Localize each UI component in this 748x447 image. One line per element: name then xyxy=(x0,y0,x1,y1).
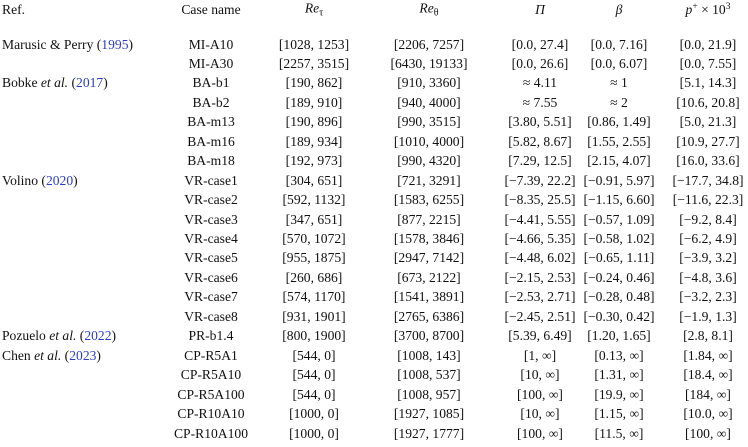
p-plus-cell: [−3.2, 2.3] xyxy=(679,289,737,305)
case-name-cell: VR-case5 xyxy=(184,250,238,266)
re-tau-cell: [189, 934] xyxy=(285,133,343,149)
header-p-plus xyxy=(686,3,731,17)
p-plus-cell: [0.0, 21.9] xyxy=(679,36,737,52)
p-plus-cell: [1.84, ∞] xyxy=(683,347,733,363)
re-theta-cell: [673, 2122] xyxy=(397,270,461,286)
re-theta-cell: [990, 3515] xyxy=(397,114,461,130)
pi-cell: [−4.48, 6.02] xyxy=(504,250,576,266)
p-exp: 3 xyxy=(725,2,731,13)
case-name-cell: MI-A10 xyxy=(188,36,234,52)
reference-author-tail: ( xyxy=(76,328,85,344)
beta-cell: [19.9, ∞] xyxy=(594,386,644,402)
case-name-cell: CP-R10A100 xyxy=(173,425,249,441)
case-name-cell: CP-R10A10 xyxy=(177,406,245,422)
pi-cell: [0.0, 26.6] xyxy=(511,56,569,72)
beta-cell: ≈ 1 xyxy=(610,75,628,91)
pi-cell: [−4.41, 5.55] xyxy=(504,211,576,227)
pi-cell: [1, ∞] xyxy=(523,347,557,363)
beta-cell: [−0.30, 0.42] xyxy=(583,309,655,324)
reference-close-paren: ) xyxy=(96,347,101,363)
re-theta-cell: [6430, 19133] xyxy=(390,56,468,72)
re-theta-cell: [2765, 6386] xyxy=(393,309,465,324)
pi-cell: [7.29, 12.5] xyxy=(508,153,572,169)
reference-author: Volino ( xyxy=(2,172,46,188)
re-tau-cell: [1000, 0] xyxy=(289,425,339,441)
re-theta-cell: [910, 3360] xyxy=(397,75,461,91)
reference-entry xyxy=(2,329,116,343)
case-name-cell: VR-case3 xyxy=(184,211,238,227)
p-plus-cell: [2.8, 8.1] xyxy=(683,328,733,344)
p-plus-cell: [−6.2, 4.9] xyxy=(679,231,737,247)
reference-etal: et al. xyxy=(40,75,69,91)
re-theta-cell: [1008, 957] xyxy=(397,386,461,402)
reference-author: Pozuelo xyxy=(2,328,50,344)
p-plus-cell: [5.1, 14.3] xyxy=(679,75,737,91)
re-tau-cell: [347, 651] xyxy=(285,211,343,227)
header-beta: β xyxy=(615,2,623,18)
pi-cell: [−2.53, 2.71] xyxy=(504,289,576,305)
re-tau-cell: [189, 910] xyxy=(285,95,343,111)
case-name-cell: BA-b1 xyxy=(192,75,230,91)
beta-cell: [1.55, 2.55] xyxy=(587,133,651,149)
pi-cell: [5.82, 8.67] xyxy=(508,133,572,149)
re-tau-cell: [800, 1900] xyxy=(282,328,346,344)
re-tau-cell: [955, 1875] xyxy=(282,250,346,266)
beta-cell: [−0.28, 0.48] xyxy=(583,289,655,305)
re-theta-cell: [2947, 7142] xyxy=(393,250,465,266)
p-plus-cell: [−17.7, 34.8] xyxy=(672,172,744,188)
beta-cell: [11.5, ∞] xyxy=(594,425,644,441)
pi-cell: [0.0, 27.4] xyxy=(511,36,569,52)
case-name-cell: BA-m16 xyxy=(187,133,235,149)
p-plus-cell: [0.0, 7.55] xyxy=(679,56,737,72)
beta-cell: ≈ 2 xyxy=(610,95,628,111)
re-tau-base: Re xyxy=(304,0,320,16)
p-plus-cell: [5.0, 21.3] xyxy=(679,114,737,130)
pi-cell: [−2.45, 2.51] xyxy=(504,309,576,324)
pi-cell: [3.80, 5.51] xyxy=(508,114,572,130)
reference-close-paren: ) xyxy=(111,328,117,344)
beta-cell: [−0.58, 1.02] xyxy=(583,231,655,247)
case-name-cell: BA-m18 xyxy=(187,153,235,169)
p-plus-cell: [18.4, ∞] xyxy=(683,367,733,383)
re-theta-cell: [1008, 537] xyxy=(397,367,461,383)
case-name-cell: CP-R5A100 xyxy=(177,386,245,402)
re-tau-cell: [192, 973] xyxy=(285,153,343,169)
reference-year-link[interactable]: 2023 xyxy=(69,347,97,363)
case-name-cell: VR-case4 xyxy=(184,231,238,247)
p-plus-cell: [−11.6, 22.3] xyxy=(672,192,744,208)
re-theta-cell: [2206, 7257] xyxy=(393,36,465,52)
re-theta-cell: [1583, 6255] xyxy=(393,192,465,208)
re-theta-cell: [1008, 143] xyxy=(397,347,461,363)
p-plus-cell: [10.6, 20.8] xyxy=(676,95,740,111)
re-tau-cell: [592, 1132] xyxy=(282,192,346,208)
reference-close-paren: ) xyxy=(73,172,78,188)
p-plus-cell: [184, ∞] xyxy=(685,386,731,402)
header-ref: Ref. xyxy=(2,2,26,18)
reference-year-link[interactable]: 2022 xyxy=(84,328,112,344)
pi-cell: [100, ∞] xyxy=(517,425,563,441)
reference-author-tail: ( xyxy=(68,75,77,91)
case-name-cell: VR-case7 xyxy=(184,289,238,305)
re-tau-cell: [544, 0] xyxy=(292,367,336,383)
re-tau-cell: [260, 686] xyxy=(285,270,343,286)
pi-cell: ≈ 7.55 xyxy=(522,95,558,111)
case-name-cell: VR-case2 xyxy=(184,192,238,208)
re-tau-cell: [544, 0] xyxy=(292,347,336,363)
reference-close-paren: ) xyxy=(128,36,134,52)
re-tau-cell: [2257, 3515] xyxy=(278,56,350,72)
reference-year-link[interactable]: 2017 xyxy=(76,75,104,91)
re-tau-cell: [1028, 1253] xyxy=(278,36,350,52)
reference-author: Bobke xyxy=(2,75,41,91)
p-base: p xyxy=(685,2,693,18)
case-name-cell: VR-case1 xyxy=(184,172,238,188)
case-name-cell: CP-R5A1 xyxy=(184,347,238,363)
p-sup: + xyxy=(692,2,698,13)
p-plus-cell: [16.0, 33.6] xyxy=(676,153,740,169)
p-times: × 10 xyxy=(697,2,726,18)
re-theta-cell: [990, 4320] xyxy=(397,153,461,169)
reference-year-link[interactable]: 1995 xyxy=(101,36,129,52)
reference-author: Marusic & Perry ( xyxy=(2,36,102,52)
re-theta-cell: [3700, 8700] xyxy=(393,328,465,344)
reference-author-tail: ( xyxy=(61,347,70,363)
header-re-theta xyxy=(419,2,438,19)
header-case-name: Case name xyxy=(181,2,241,18)
reference-year-link[interactable]: 2020 xyxy=(45,172,74,188)
re-tau-cell: [570, 1072] xyxy=(282,231,346,247)
pi-cell: [−2.15, 2.53] xyxy=(504,270,576,286)
header-re-tau xyxy=(305,2,323,19)
beta-cell: [−1.15, 6.60] xyxy=(583,192,655,208)
re-theta-cell: [1010, 4000] xyxy=(393,133,465,149)
re-tau-cell: [304, 651] xyxy=(285,172,343,188)
reference-entry xyxy=(2,174,78,188)
beta-cell: [0.86, 1.49] xyxy=(587,114,651,130)
pi-cell: ≈ 4.11 xyxy=(522,75,558,91)
beta-cell: [1.20, 1.65] xyxy=(587,328,651,344)
reference-close-paren: ) xyxy=(103,75,108,91)
case-name-cell: PR-b1.4 xyxy=(188,328,234,344)
p-plus-cell: [10.0, ∞] xyxy=(683,406,733,422)
beta-cell: [0.0, 7.16] xyxy=(590,36,648,52)
beta-cell: [−0.91, 5.97] xyxy=(583,172,655,188)
pi-cell: [10, ∞] xyxy=(520,367,560,383)
re-theta-cell: [940, 4000] xyxy=(397,95,461,111)
case-name-cell: BA-m13 xyxy=(187,114,235,130)
p-plus-cell: [100, ∞] xyxy=(685,425,731,441)
re-tau-cell: [1000, 0] xyxy=(289,406,339,422)
re-theta-base: Re xyxy=(419,0,434,16)
case-name-cell: CP-R5A10 xyxy=(180,367,242,383)
re-theta-cell: [1578, 3846] xyxy=(393,231,465,247)
re-tau-sub: τ xyxy=(319,7,324,19)
pi-cell: [10, ∞] xyxy=(520,406,560,422)
beta-cell: [0.0, 6.07] xyxy=(590,56,648,72)
case-name-cell: VR-case8 xyxy=(184,309,238,324)
re-theta-sub: θ xyxy=(433,7,439,19)
p-plus-cell: [−4.8, 3.6] xyxy=(679,270,737,286)
beta-cell: [0.13, ∞] xyxy=(594,347,644,363)
beta-cell: [1.15, ∞] xyxy=(594,406,644,422)
beta-cell: [−0.65, 1.11] xyxy=(583,250,655,266)
p-plus-cell: [−9.2, 8.4] xyxy=(679,211,737,227)
reference-entry xyxy=(2,38,133,52)
pi-cell: [−4.66, 5.35] xyxy=(504,231,576,247)
re-theta-cell: [1541, 3891] xyxy=(393,289,465,305)
pi-cell: [−7.39, 22.2] xyxy=(504,172,576,188)
p-plus-cell: [10.9, 27.7] xyxy=(676,133,740,149)
re-theta-cell: [1927, 1777] xyxy=(393,425,465,441)
reference-etal: et al. xyxy=(49,328,77,344)
re-tau-cell: [544, 0] xyxy=(292,386,336,402)
beta-cell: [1.31, ∞] xyxy=(594,367,644,383)
case-name-cell: BA-b2 xyxy=(192,95,230,111)
pi-cell: [100, ∞] xyxy=(517,386,563,402)
p-plus-cell: [−3.9, 3.2] xyxy=(679,250,737,266)
reference-entry xyxy=(2,77,108,91)
re-tau-cell: [190, 862] xyxy=(285,75,343,91)
beta-cell: [−0.24, 0.46] xyxy=(583,270,655,286)
p-plus-cell: [−1.9, 1.3] xyxy=(679,309,737,324)
re-tau-cell: [931, 1901] xyxy=(282,309,346,324)
re-theta-cell: [1927, 1085] xyxy=(393,406,465,422)
beta-cell: [2.15, 4.07] xyxy=(587,153,651,169)
re-tau-cell: [574, 1170] xyxy=(282,289,346,305)
header-pi: Π xyxy=(535,2,545,18)
reference-author: Chen xyxy=(2,347,35,363)
beta-cell: [−0.57, 1.09] xyxy=(583,211,655,227)
reference-etal: et al. xyxy=(34,347,62,363)
pi-cell: [5.39, 6.49] xyxy=(508,328,572,344)
pi-cell: [−8.35, 25.5] xyxy=(504,192,576,208)
case-name-cell: VR-case6 xyxy=(184,270,238,286)
re-tau-cell: [190, 896] xyxy=(285,114,343,130)
case-name-cell: MI-A30 xyxy=(188,56,234,72)
re-theta-cell: [721, 3291] xyxy=(397,172,461,188)
re-theta-cell: [877, 2215] xyxy=(397,211,461,227)
reference-entry xyxy=(2,349,101,363)
